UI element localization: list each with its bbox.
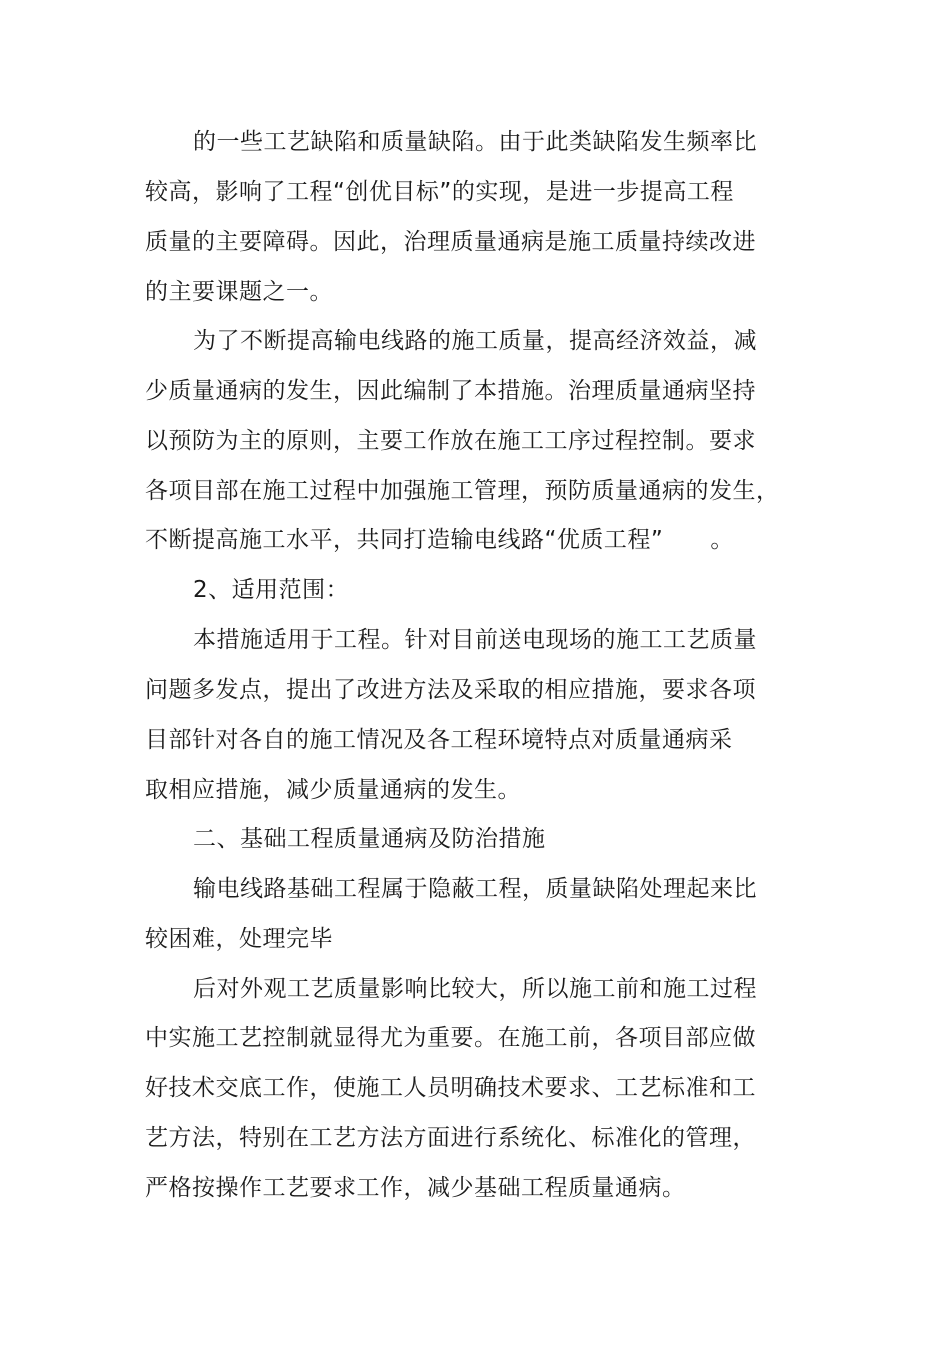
paragraph-line: 较困难，处理完毕 [145, 926, 333, 952]
paragraph-line: 艺方法，特别在工艺方法方面进行系统化、标准化的管理， [145, 1125, 756, 1151]
paragraph-line: 目部针对各自的施工情况及各工程环境特点对质量通病采 [145, 727, 733, 753]
paragraph-line: 严格按操作工艺要求工作，减少基础工程质量通病。 [145, 1175, 686, 1201]
section-heading: 2、适用范围： [193, 577, 350, 603]
paragraph-line: 好技术交底工作，使施工人员明确技术要求、工艺标准和工 [145, 1075, 756, 1101]
paragraph-line: 中实施工艺控制就显得尤为重要。在施工前，各项目部应做 [145, 1025, 756, 1051]
paragraph-line: 问题多发点，提出了改进方法及采取的相应措施，要求各项 [145, 677, 756, 703]
paragraph-line: 为了不断提高输电线路的施工质量，提高经济效益，减 [193, 328, 757, 354]
paragraph-line: 的主要课题之一。 [145, 279, 333, 305]
paragraph-line: 较高，影响了工程“创优目标”的实现，是进一步提高工程 [145, 179, 734, 205]
paragraph-line: 质量的主要障碍。因此，治理质量通病是施工质量持续改进 [145, 229, 756, 255]
paragraph-line: 后对外观工艺质量影响比较大，所以施工前和施工过程 [193, 976, 757, 1002]
paragraph-line: 不断提高施工水平，共同打造输电线路“优质工程” 。 [145, 527, 734, 553]
paragraph-line: 本措施适用于工程。针对目前送电现场的施工工艺质量 [193, 627, 757, 653]
paragraph-line: 以预防为主的原则，主要工作放在施工工序过程控制。要求 [145, 428, 756, 454]
paragraph-line: 各项目部在施工过程中加强施工管理，预防质量通病的发生， [145, 478, 780, 504]
section-heading: 二、基础工程质量通病及防治措施 [193, 826, 546, 852]
paragraph-line: 输电线路基础工程属于隐蔽工程，质量缺陷处理起来比 [193, 876, 757, 902]
paragraph-line: 取相应措施，减少质量通病的发生。 [145, 777, 521, 803]
paragraph-line: 少质量通病的发生，因此编制了本措施。治理质量通病坚持 [145, 378, 756, 404]
paragraph-line: 的一些工艺缺陷和质量缺陷。由于此类缺陷发生频率比 [193, 129, 757, 155]
